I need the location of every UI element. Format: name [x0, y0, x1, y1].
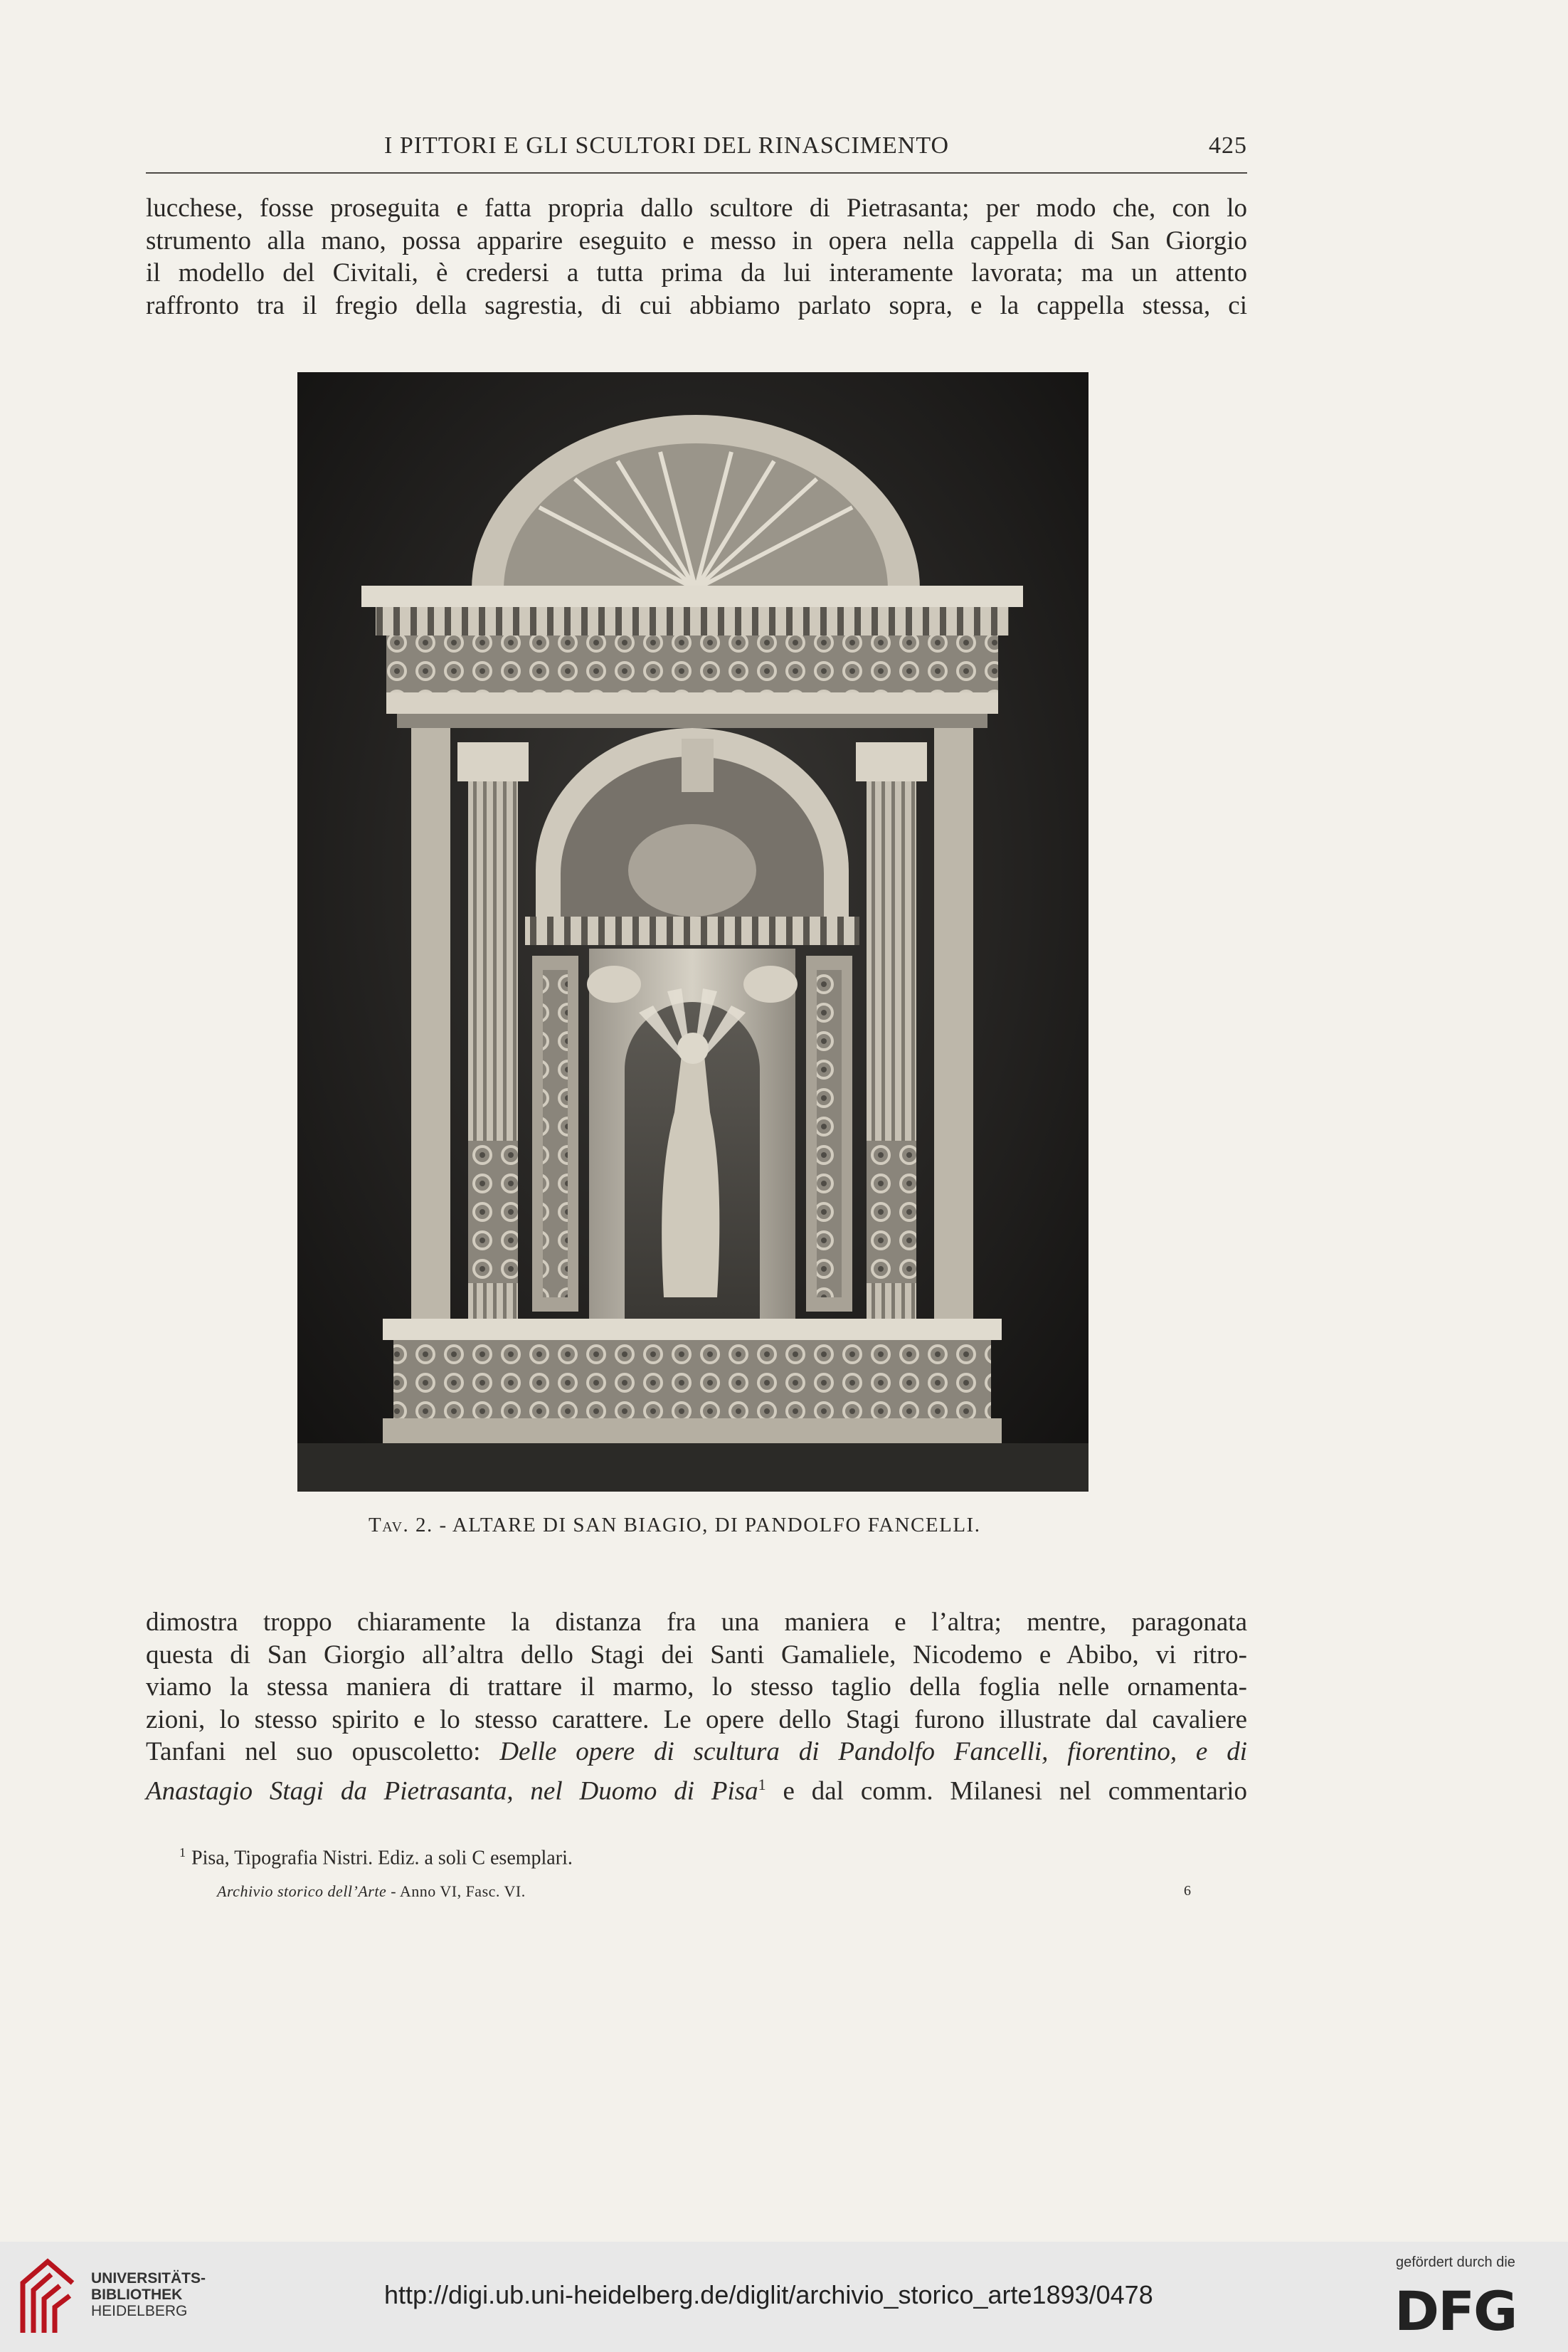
library-name-line: UNIVERSITÄTS- [91, 2270, 206, 2287]
text-line: viamo la stessa maniera di trattare il marmo, lo stesso taglio della foglia nelle ornamenta- [146, 1672, 1247, 1702]
journal-name: Archivio storico dell’Arte [217, 1882, 387, 1900]
library-name [91, 2270, 206, 2319]
text-line: raffronto tra il fregio della sagrestia, di cui abbiamo parlato sopra, e la cappella stessa, ci [146, 290, 1247, 320]
footnote-reference: 1 [758, 1775, 766, 1793]
permalink-url[interactable]: http://digi.ub.uni-heidelberg.de/diglit/archivio_storico_arte1893/0478 [384, 2280, 1153, 2309]
library-name-line: HEIDELBERG [91, 2303, 188, 2319]
dfg-logo-icon[interactable]: DFG [1394, 2279, 1517, 2343]
predella [393, 1340, 991, 1418]
running-title: I PITTORI E GLI SCULTORI DEL RINASCIMENTO [384, 132, 950, 159]
text-run: e dal comm. Milanesi nel commentario [766, 1776, 1248, 1805]
book-title-italic: Anastagio Stagi da Pietrasanta, nel Duomo di Pisa [146, 1776, 758, 1805]
cornice [361, 586, 1023, 607]
university-library-logo-icon[interactable] [16, 2255, 80, 2338]
caption-plate-number: Tav. 2. [369, 1514, 433, 1536]
text-line: lucchese, fosse proseguita e fatta propria dallo scultore di Pietrasanta; per modo che, con lo [146, 194, 1247, 223]
paragraph-top [146, 192, 1247, 322]
left-pilaster [411, 728, 450, 1319]
footnote [179, 1845, 573, 1870]
frieze [386, 636, 998, 692]
altar-photograph [297, 372, 1088, 1492]
issue-details: - Anno VI, Fasc. VI. [386, 1882, 526, 1900]
footnote-text: Pisa, Tipografia Nistri. Ediz. a soli C esemplari. [191, 1847, 573, 1870]
header-rule [146, 172, 1247, 174]
sponsor-text: gefördert durch die [1396, 2255, 1515, 2270]
footnote-mark: 1 [179, 1845, 186, 1860]
text-line [146, 1736, 1247, 1768]
text-line: il modello del Civitali, è credersi a tutta prima da lui interamente lavorata; ma un attento [146, 258, 1247, 288]
text-line: questa di San Giorgio all’altra dello Stagi dei Santi Gamaliele, Nicodemo e Abibo, vi ritro- [146, 1640, 1247, 1670]
text-line: dimostra troppo chiaramente la distanza fra una maniera e l’altra; mentre, paragonata [146, 1608, 1247, 1637]
text-line: zioni, lo stesso spirito e lo stesso carattere. Le opere dello Stagi furono illustrate dal cavaliere [146, 1704, 1247, 1734]
footer-bar [0, 2242, 1568, 2352]
altar-illustration [297, 372, 1088, 1492]
sheet-signature: 6 [1184, 1883, 1191, 1899]
plate-caption [369, 1514, 980, 1537]
book-title-italic: Delle opere di scultura di Pandolfo Fancelli, fiorentino, e di [499, 1737, 1247, 1766]
text-line [146, 1768, 1247, 1808]
right-pilaster [934, 728, 973, 1319]
running-head [146, 132, 1247, 162]
text-line: strumento alla mano, possa apparire eseguito e messo in opera nella cappella di San Giorgio [146, 226, 1247, 255]
library-name-line: BIBLIOTHEK [91, 2287, 183, 2303]
caption-text: - ALTARE DI SAN BIAGIO, DI PANDOLFO FANCELLI. [433, 1514, 981, 1536]
issue-signature [217, 1882, 526, 1901]
paragraph-bottom [146, 1606, 1247, 1807]
text-run: Tanfani nel suo opuscoletto: [146, 1737, 500, 1766]
page-number: 425 [1209, 132, 1247, 159]
